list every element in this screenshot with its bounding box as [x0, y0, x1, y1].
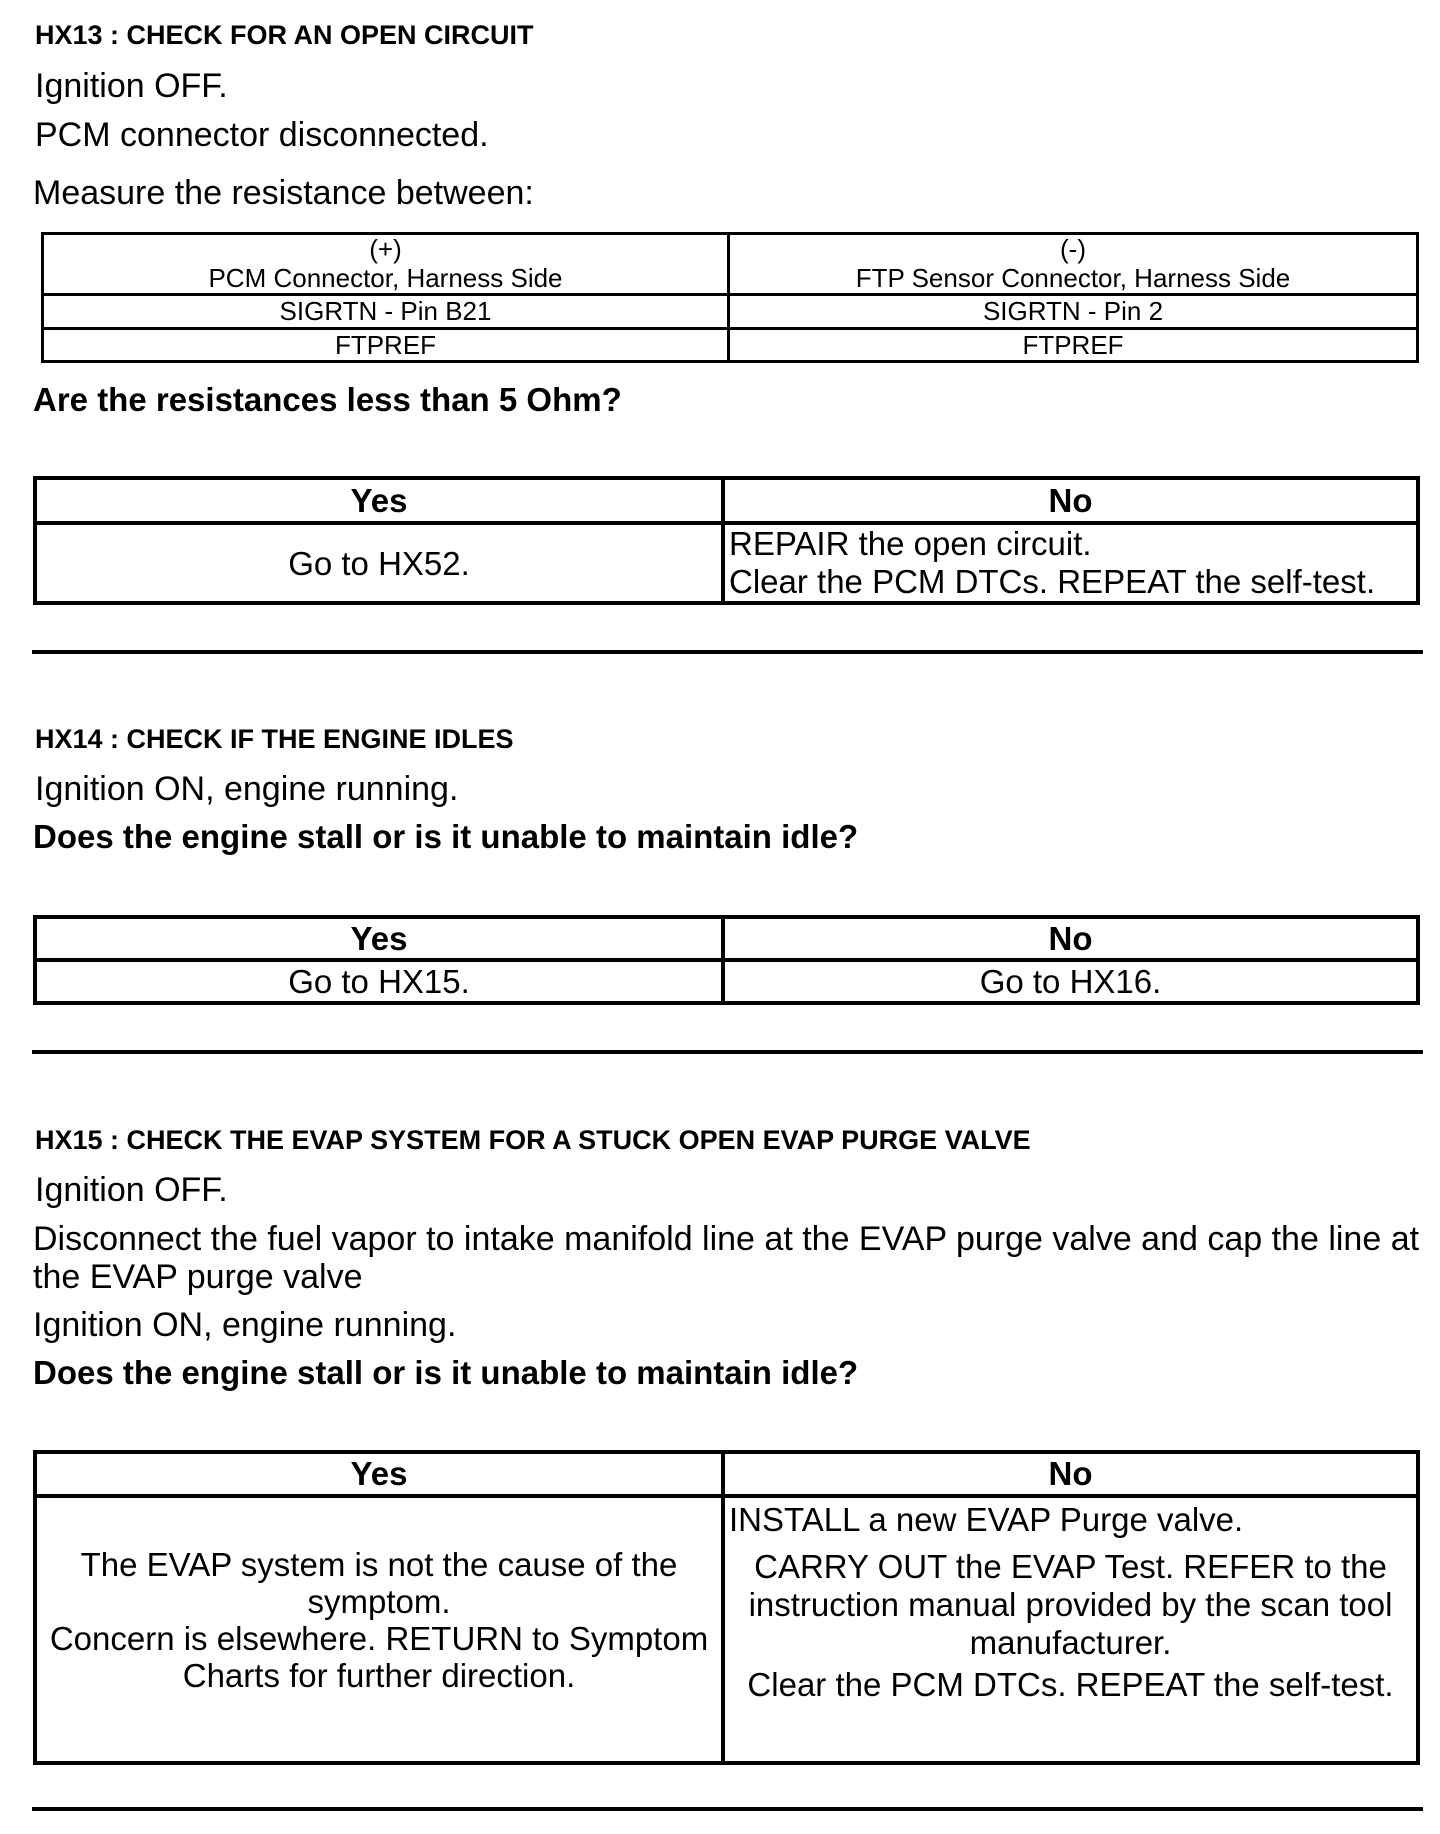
yes-result [35, 1496, 723, 1763]
no-result-line: Clear the PCM DTCs. REPEAT the self-test. [729, 563, 1376, 600]
hx15-step-2: Disconnect the fuel vapor to intake manifold line at the EVAP purge valve and cap the line at [33, 1220, 1420, 1258]
no-result-line: REPAIR the open circuit. [729, 525, 1092, 562]
ftp-sensor-header [729, 234, 1418, 295]
ftp-pin-cell: SIGRTN - Pin 2 [729, 295, 1418, 329]
yes-header: Yes [35, 1452, 723, 1496]
hx15-step-2-cont: the EVAP purge valve [33, 1258, 363, 1296]
no-result-line: manufacturer. [969, 1624, 1172, 1661]
yes-result-line: Concern is elsewhere. RETURN to Symptom [49, 1620, 709, 1657]
no-result [723, 523, 1418, 603]
yes-result-line: Charts for further direction. [182, 1657, 576, 1694]
result-header-row [35, 478, 1418, 523]
hx14-heading: HX14 : CHECK IF THE ENGINE IDLES [35, 724, 514, 754]
yes-result: Go to HX15. [35, 960, 723, 1003]
minus-symbol: (-) [1060, 234, 1086, 264]
hx15-heading: HX15 : CHECK THE EVAP SYSTEM FOR A STUCK OPEN EVAP PURGE VALVE [35, 1125, 1031, 1155]
section-divider [32, 1807, 1423, 1811]
yes-result-line: The EVAP system is not the cause of the [80, 1546, 678, 1583]
plus-symbol: (+) [369, 234, 402, 264]
pcm-connector-header [43, 234, 729, 295]
pcm-pin-cell: SIGRTN - Pin B21 [43, 295, 729, 329]
measure-header-row [43, 234, 1418, 295]
hx13-step-2: PCM connector disconnected. [35, 116, 489, 154]
yes-header: Yes [35, 478, 723, 523]
section-divider [32, 650, 1423, 654]
hx13-result-table [33, 476, 1420, 605]
no-result: Go to HX16. [723, 960, 1418, 1003]
ftp-pin-cell: FTPREF [729, 329, 1418, 362]
no-header: No [723, 917, 1418, 960]
hx13-question: Are the resistances less than 5 Ohm? [33, 381, 622, 418]
section-divider [32, 1050, 1423, 1054]
hx13-step-3: Measure the resistance between: [33, 174, 534, 212]
yes-result: Go to HX52. [35, 523, 723, 603]
no-result [723, 1496, 1418, 1763]
pcm-connector-label: PCM Connector, Harness Side [208, 263, 563, 293]
no-result-line: CARRY OUT the EVAP Test. REFER to the [754, 1548, 1387, 1585]
no-result-line: instruction manual provided by the scan tool [748, 1586, 1393, 1623]
no-result-line: Clear the PCM DTCs. REPEAT the self-test. [747, 1666, 1394, 1703]
hx15-step-3: Ignition ON, engine running. [33, 1306, 457, 1344]
pcm-pin-cell: FTPREF [43, 329, 729, 362]
no-header: No [723, 1452, 1418, 1496]
result-header-row [35, 1452, 1418, 1496]
resistance-measurement-table [41, 232, 1419, 363]
yes-header: Yes [35, 917, 723, 960]
table-row [43, 329, 1418, 362]
result-header-row [35, 917, 1418, 960]
ftp-sensor-label: FTP Sensor Connector, Harness Side [855, 263, 1291, 293]
no-result-line: INSTALL a new EVAP Purge valve. [729, 1501, 1244, 1538]
hx13-step-1: Ignition OFF. [35, 67, 228, 105]
result-row [35, 523, 1418, 603]
hx15-result-table [33, 1450, 1420, 1765]
hx13-heading: HX13 : CHECK FOR AN OPEN CIRCUIT [35, 20, 534, 50]
hx14-result-table [33, 915, 1420, 1005]
hx14-step-1: Ignition ON, engine running. [35, 770, 459, 808]
result-row [35, 1496, 1418, 1763]
hx14-question: Does the engine stall or is it unable to maintain idle? [33, 818, 859, 855]
table-row [43, 295, 1418, 329]
result-row [35, 960, 1418, 1003]
no-header: No [723, 478, 1418, 523]
hx15-step-1: Ignition OFF. [35, 1171, 228, 1209]
hx15-question: Does the engine stall or is it unable to maintain idle? [33, 1354, 859, 1391]
yes-result-line: symptom. [307, 1583, 451, 1620]
